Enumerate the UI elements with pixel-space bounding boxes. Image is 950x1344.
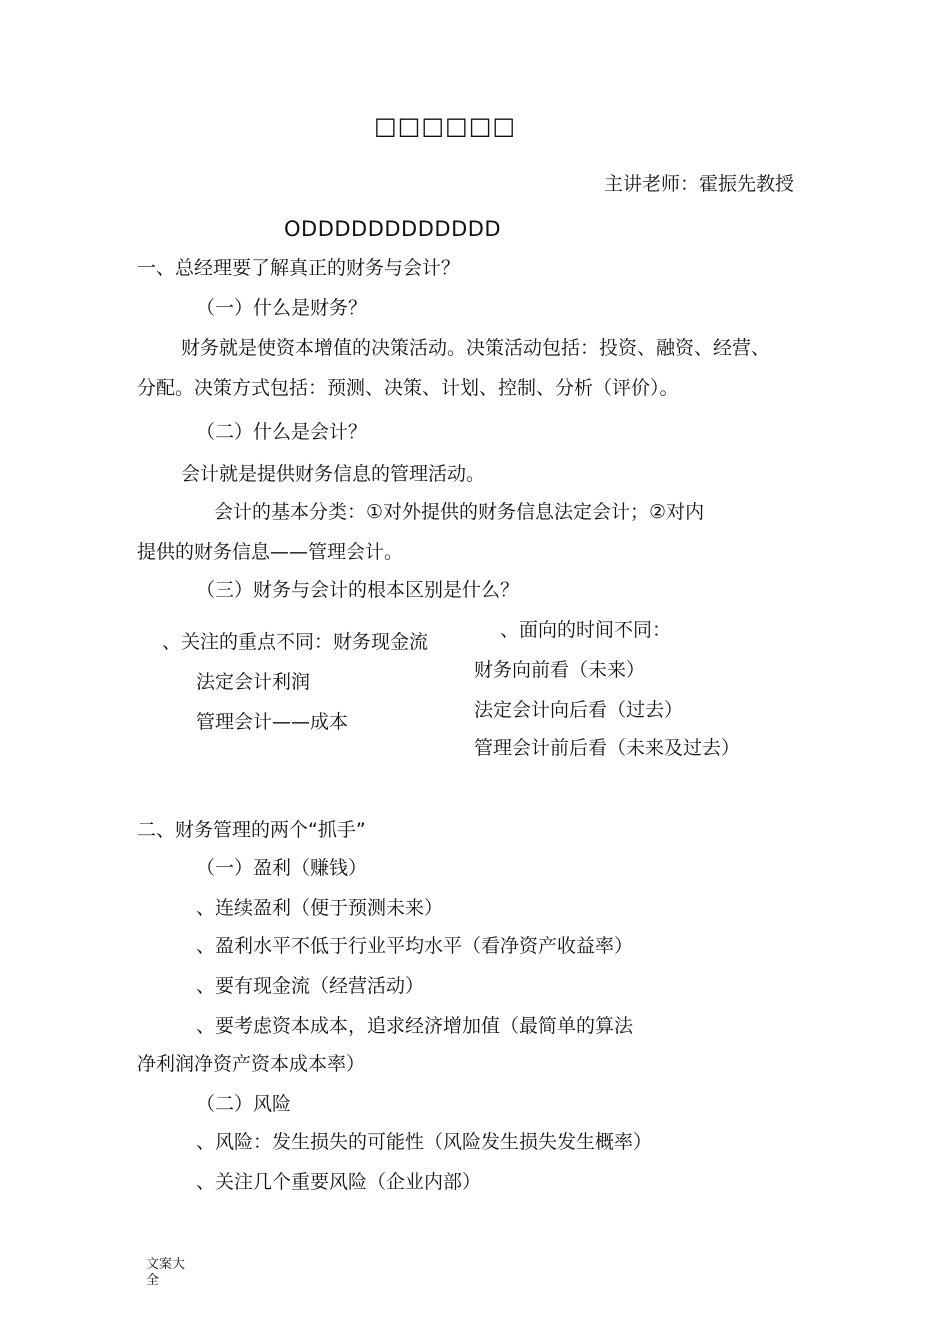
subsection-profit: （一）盈利（赚钱） (196, 857, 368, 879)
paragraph-finance-a: 财务就是使资本增值的决策活动。决策活动包括：投资、融资、经营、 (181, 337, 771, 359)
lecturer-line: 主讲老师：霍振先教授 (604, 173, 795, 195)
right-col-line-3: 法定会计向后看（过去） (474, 699, 684, 721)
paragraph-classification-b: 提供的财务信息——管理会计。 (137, 541, 404, 563)
risk-item-2: 、关注几个重要风险（企业内部） (196, 1171, 482, 1193)
page-subtitle: ODDDDDDDDDDDD (284, 217, 502, 241)
profit-item-2: 、盈利水平不低于行业平均水平（看净资产收益率） (196, 935, 634, 957)
profit-item-4b: 净利润净资产资本成本率） (137, 1053, 366, 1075)
section-2-heading: 二、财务管理的两个“抓手” (137, 819, 366, 841)
left-col-line-1: 、关注的重点不同：财务现金流 (162, 631, 429, 653)
right-col-line-4: 管理会计前后看（未来及过去） (474, 737, 741, 759)
paragraph-finance-b: 分配。决策方式包括：预测、决策、计划、控制、分析（评价）。 (137, 377, 679, 399)
right-col-line-2: 财务向前看（未来） (474, 659, 646, 681)
right-col-line-1: 、面向的时间不同： (500, 619, 672, 641)
risk-item-1: 、风险：发生损失的可能性（风险发生损失发生概率） (196, 1131, 653, 1153)
profit-item-3: 、要有现金流（经营活动） (196, 975, 425, 997)
left-col-line-3: 管理会计——成本 (196, 711, 349, 733)
section-1-heading: 一、总经理要了解真正的财务与会计？ (137, 257, 461, 279)
paragraph-accounting: 会计就是提供财务信息的管理活动。 (181, 463, 486, 485)
page-title: □□□□□□ (374, 112, 517, 140)
left-col-line-2: 法定会计利润 (196, 671, 311, 693)
profit-item-4a: 、要考虑资本成本，追求经济增加值（最简单的算法 (196, 1015, 634, 1037)
paragraph-classification-a: 会计的基本分类：①对外提供的财务信息法定会计；②对内 (214, 501, 705, 523)
subsection-risk: （二）风险 (196, 1093, 292, 1115)
profit-item-1: 、连续盈利（便于预测未来） (196, 897, 444, 919)
footer-line-2: 全 (146, 1273, 160, 1288)
question-3: （三）财务与会计的根本区别是什么？ (196, 579, 520, 601)
footer-line-1: 文案大 (146, 1257, 186, 1272)
question-1: （一）什么是财务？ (196, 297, 368, 319)
question-2: （二）什么是会计？ (196, 421, 368, 443)
